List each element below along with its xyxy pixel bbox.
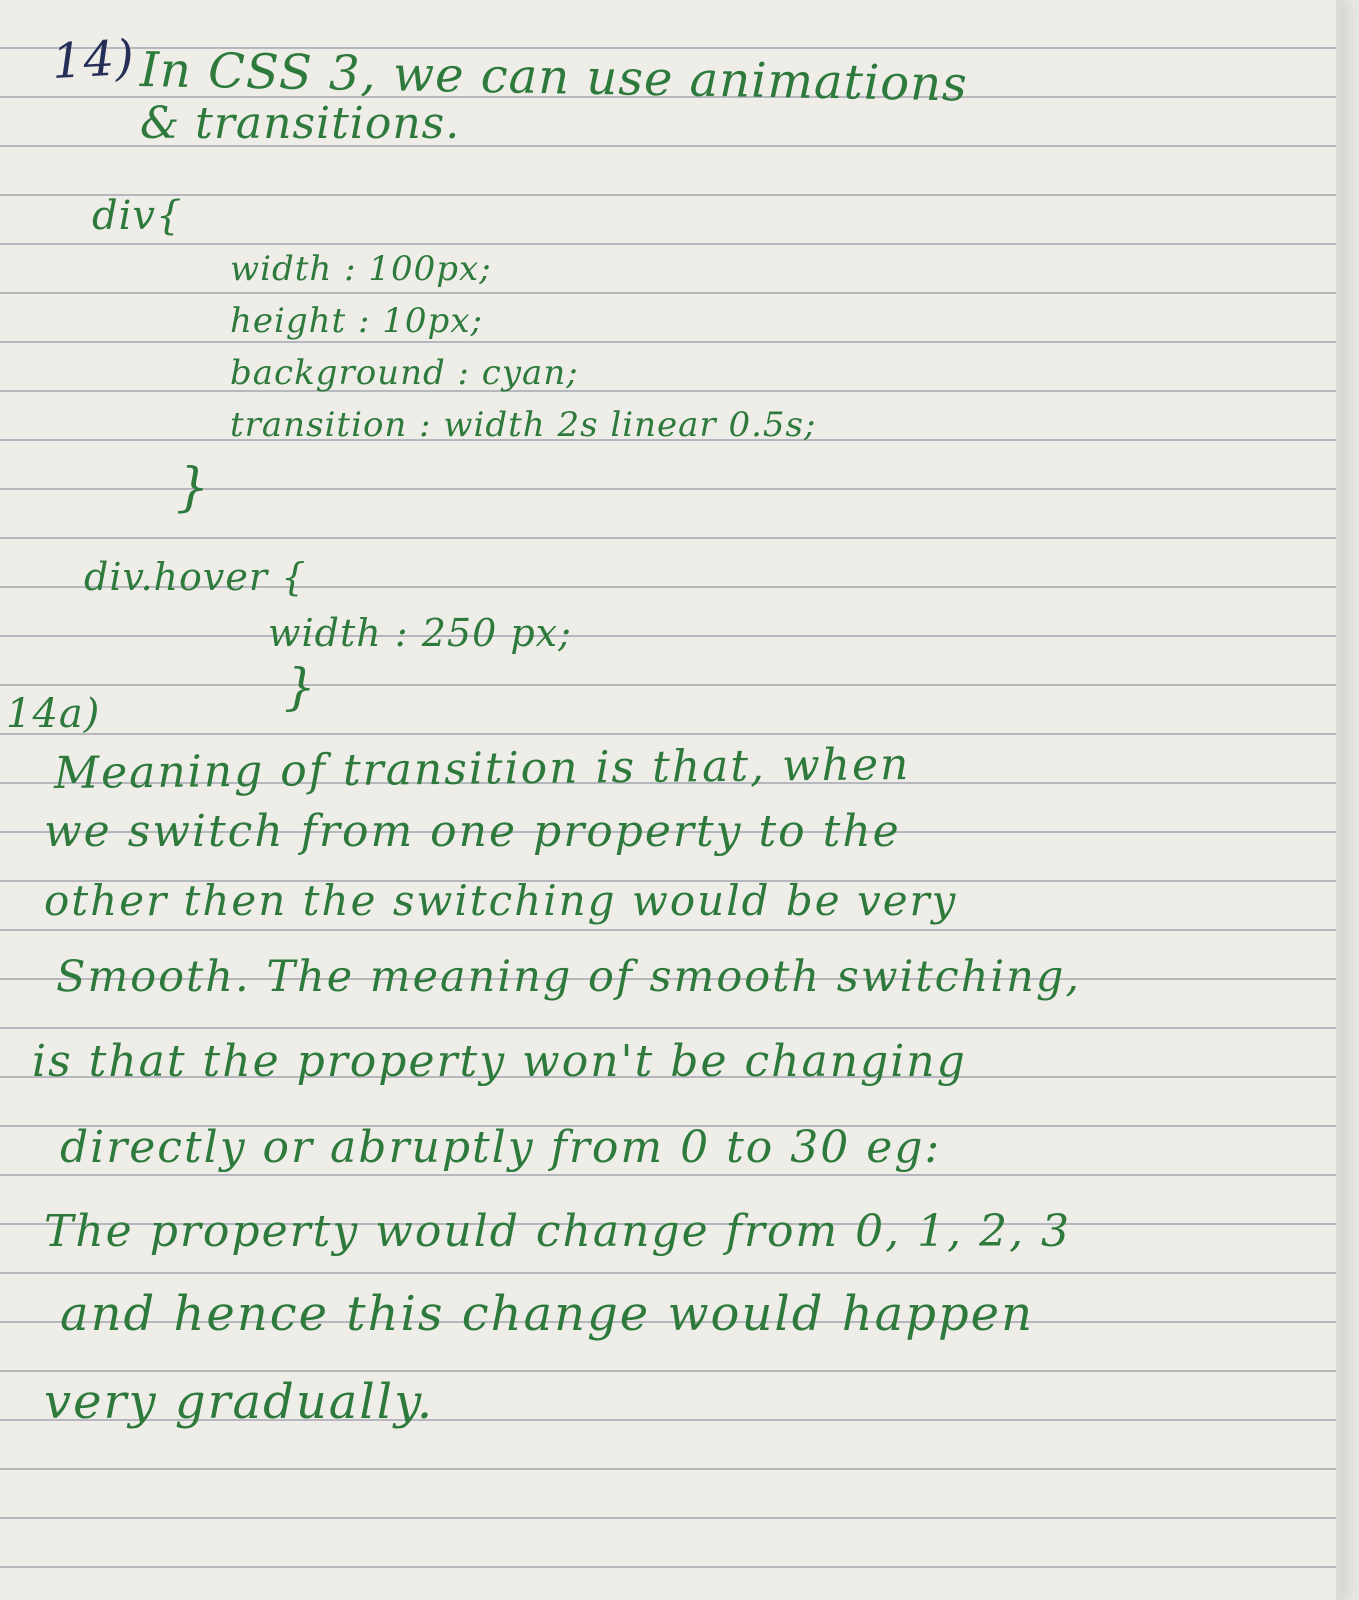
answer-number: 14a) xyxy=(6,691,101,737)
intro-line-2: & transitions. xyxy=(140,98,461,149)
code-block-2-line: width : 250 px; xyxy=(268,611,572,655)
code-block-1-close: } xyxy=(176,458,211,518)
answer-line: we switch from one property to the xyxy=(44,806,901,857)
answer-line: very gradually. xyxy=(44,1374,435,1430)
answer-line: directly or abruptly from 0 to 30 eg: xyxy=(60,1122,942,1173)
answer-line: and hence this change would happen xyxy=(60,1286,1034,1342)
code-block-1-line: width : 100px; xyxy=(230,249,492,289)
question-number: 14) xyxy=(50,29,137,90)
code-block-1-line: height : 10px; xyxy=(230,301,483,341)
answer-line: The property would change from 0, 1, 2, 3 xyxy=(44,1206,1072,1257)
answer-line: is that the property won't be changing xyxy=(32,1036,967,1087)
code-block-1-line: transition : width 2s linear 0.5s; xyxy=(230,405,817,445)
intro-line-1: In CSS 3, we can use animations xyxy=(139,42,969,113)
code-block-1-line: background : cyan; xyxy=(230,353,579,393)
code-block-1-selector: div{ xyxy=(92,193,183,239)
code-block-2-selector: div.hover { xyxy=(84,555,307,599)
page-edge xyxy=(1336,0,1340,1600)
code-block-2-close: } xyxy=(284,658,317,716)
answer-line: Meaning of transition is that, when xyxy=(53,739,911,799)
answer-line: other then the switching would be very xyxy=(44,876,958,925)
answer-line: Smooth. The meaning of smooth switching, xyxy=(56,952,1082,1002)
